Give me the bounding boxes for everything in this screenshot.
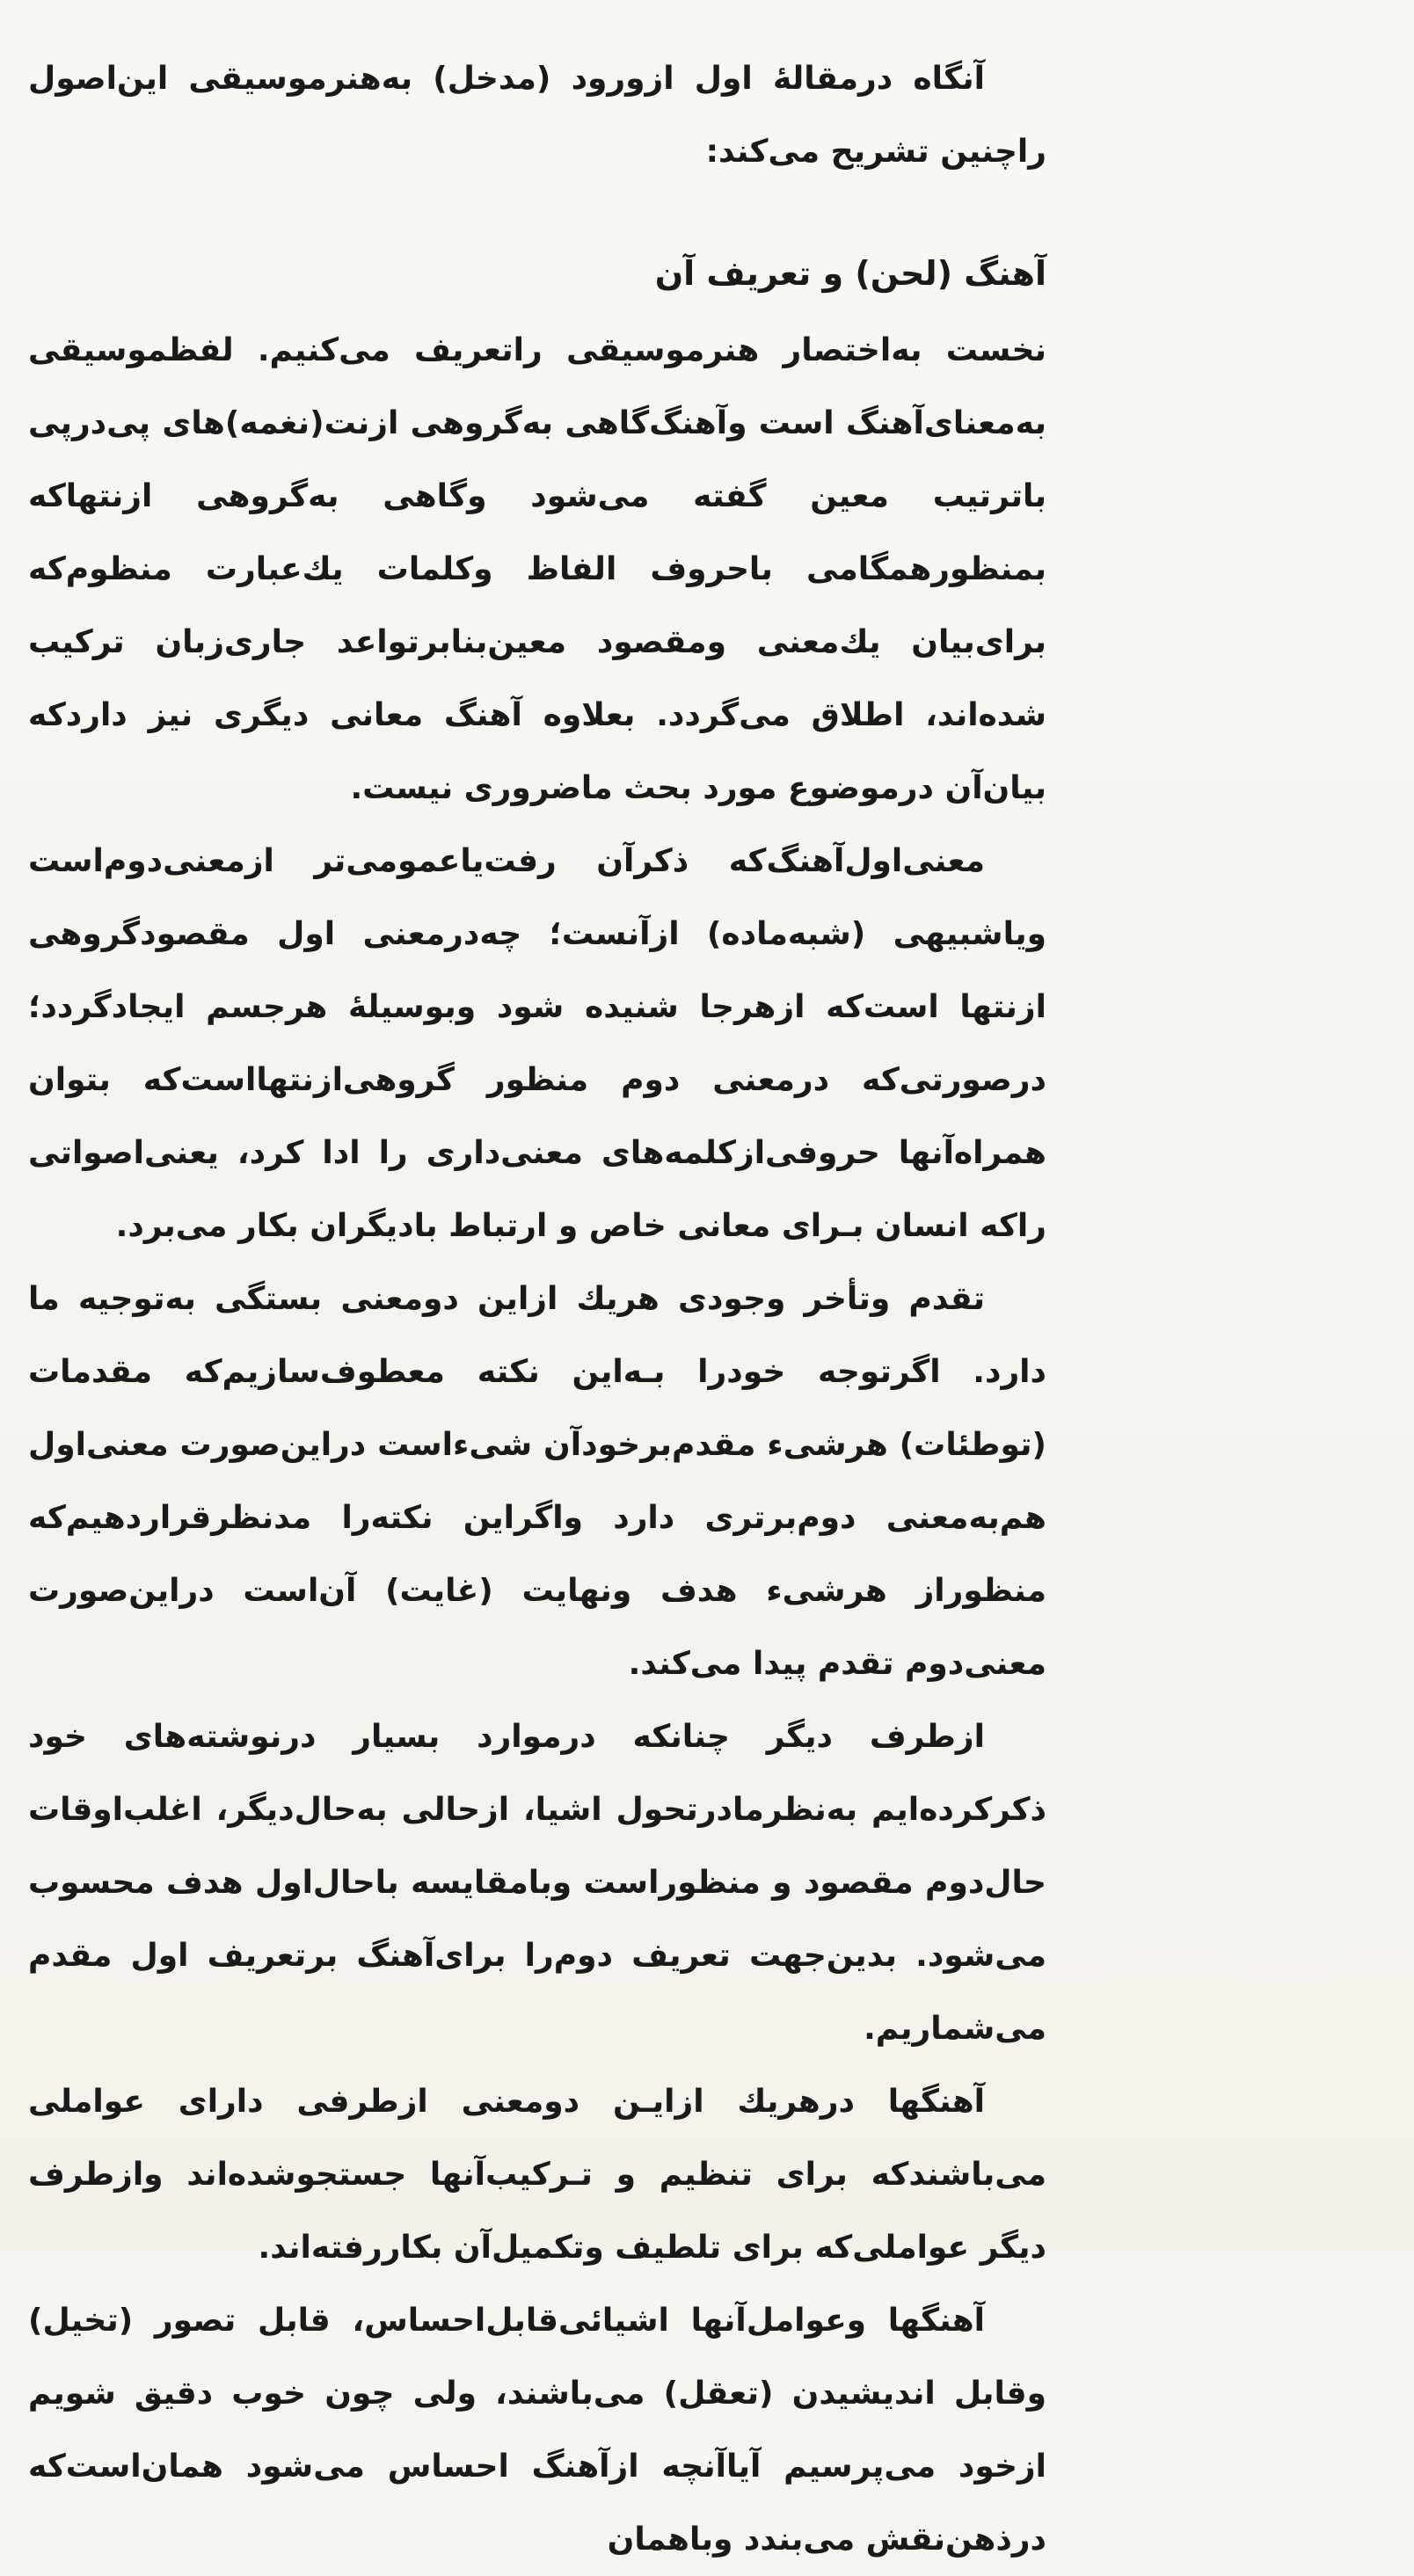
body-paragraph: آهنگها درهریك ازایـن دومعنی ازطرفی دارای عواملی می‌باشندکه برای تنظیم و تـرکیب‌آنها جستجوشده‌اند وازطرف دیگر عواملی‌که برای تلطیف وتکمیل‌آن بکاررفته‌اند. [28, 2084, 1046, 2266]
body-paragraph: تقدم وتأخر وجودی هریك ازاین دومعنی بستگی به‌توجیه ما دارد. اگرتوجه خودرا بـه‌این نکته معطوف‌سازیم‌که مقدمات (توطئات) هرشیء مقدم‌برخودآن شیءاست دراین‌صورت معنی‌اول هم‌به‌معنی دوم‌برتری دارد واگراین نکته‌را مدنظرقراردهیم‌که منظوراز هرشیء هدف ونهایت (غایت) آن‌است دراین‌صورت معنی‌دوم تقدم پیدا می‌کند. [28, 1281, 1046, 1682]
body-paragraph: نخست به‌اختصار هنرموسیقی راتعریف می‌کنیم. لفظموسیقی به‌معنای‌آهنگ است وآهنگ‌گاهی به‌گروهی ازنت(نغمه)های پی‌درپی باترتیب معین گفته می‌شود وگاهی به‌گروهی ازنتهاکه بمنظورهمگامی باحروف الفاظ وکلمات یك‌عبارت منظوم‌که برای‌بیان یك‌معنی ومقصود معین‌بنابرتواعد جاری‌زبان ترکیب شده‌اند، اطلاق می‌گردد. بعلاوه آهنگ معانی دیگری نیز داردکه بیان‌آن درموضوع مورد بحث ماضروری نیست. [28, 332, 1046, 806]
intro-paragraph: آنگاه درمقالۀ اول ازورود (مدخل) به‌هنرموسیقی این‌اصول راچنین تشریح می‌کند: [28, 61, 1046, 170]
body-paragraph: آهنگها وعوامل‌آنها اشیائی‌قابل‌احساس، قابل تصور (تخیل) وقابل اندیشیدن (تعقل) می‌باشند، ولی چون خوب دقیق شویم ازخود می‌پرسیم آیاآنچه ازآهنگ احساس می‌شود همان‌است‌که درذهن‌نقش می‌بندد وباهمان [28, 2303, 1046, 2558]
body-paragraph: معنی‌اول‌آهنگ‌که ذکرآن رفت‌یاعمومی‌تر ازمعنی‌دوم‌است ویاشبیهی (شبه‌ماده) ازآنست؛ چه‌درمعنی اول مقصودگروهی ازنتها است‌که ازهرجا شنیده شود وبوسیلۀ هرجسم ایجادگردد؛ درصورتی‌که درمعنی دوم منظور گروهی‌ازنتهااست‌که بتوان همراه‌آنها حروفی‌ازکلمه‌های معنی‌داری را ادا کرد، یعنی‌اصواتی راکه انسان بـرای معانی خاص و ارتباط بادیگران بکار می‌برد. [28, 843, 1046, 1244]
body-paragraph: ازطرف دیگر چنانکه درموارد بسیار درنوشته‌های خود ذکرکرده‌ایم به‌نظرمادرتحول اشیا، ازحالی به‌حال‌دیگر، اغلب‌اوقات حال‌دوم مقصود و منظوراست وبامقایسه باحال‌اول هدف محسوب می‌شود. بدین‌جهت تعریف دوم‌را برای‌آهنگ برتعریف اول مقدم می‌شماریم. [28, 1719, 1046, 2047]
page-text [28, 42, 1046, 2576]
section-heading: آهنگ (لحن) و تعریف آن [654, 254, 1046, 293]
